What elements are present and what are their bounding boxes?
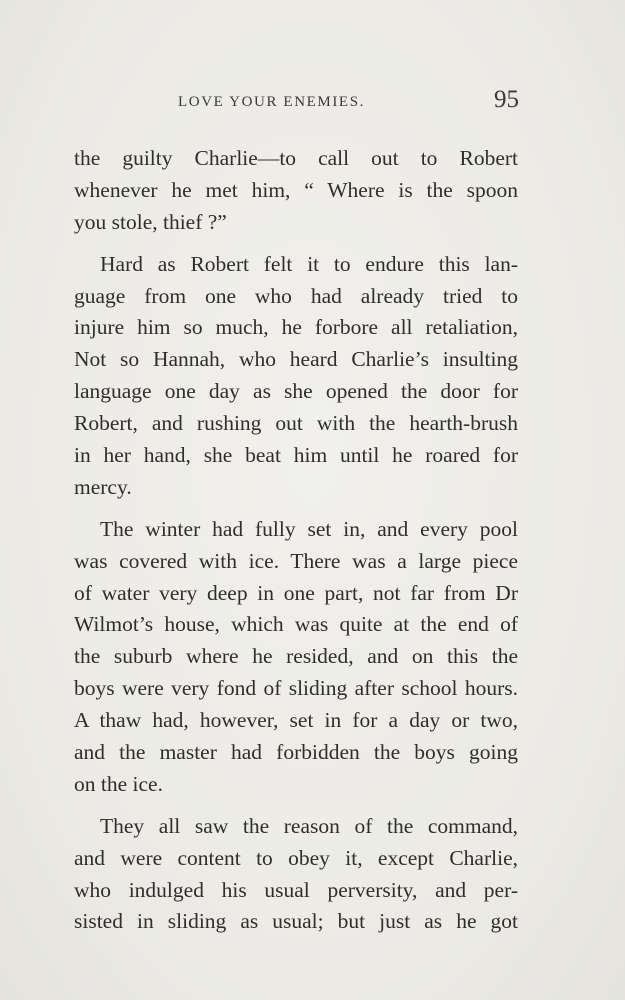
paragraph-gap xyxy=(74,801,518,811)
text-line: guage from one who had already tried to xyxy=(74,283,518,308)
text-line: language one day as she opened the door for xyxy=(74,379,518,404)
paragraph-gap xyxy=(74,239,518,249)
text-line: on the ice. xyxy=(74,771,163,796)
text-line: you stole, thief ?” xyxy=(74,209,227,234)
running-title: LOVE YOUR ENEMIES. xyxy=(178,94,365,110)
text-line: was covered with ice. There was a large piece xyxy=(74,548,518,573)
text-line: boys were very fond of sliding after school hours. xyxy=(74,676,518,701)
body-text xyxy=(74,143,518,938)
text-line: A thaw had, however, set in for a day or two, xyxy=(74,708,518,733)
text-line: Wilmot’s house, which was quite at the end of xyxy=(74,612,518,637)
paragraph xyxy=(74,249,518,504)
text-line: and were content to obey it, except Charlie, xyxy=(74,845,518,870)
text-line: The winter had fully set in, and every pool xyxy=(100,516,518,541)
text-line: sisted in sliding as usual; but just as he got xyxy=(74,909,518,934)
page-number: 95 xyxy=(494,86,519,113)
paragraph-gap xyxy=(74,504,518,514)
text-line: mercy. xyxy=(74,474,132,499)
text-line: the suburb where he resided, and on this the xyxy=(74,644,518,669)
text-line: injure him so much, he forbore all retaliation, xyxy=(74,315,518,340)
paragraph xyxy=(74,143,518,239)
paragraph xyxy=(74,514,518,801)
text-line: Robert, and rushing out with the hearth-brush xyxy=(74,411,518,436)
text-line: and the master had forbidden the boys going xyxy=(74,740,518,765)
text-line: of water very deep in one part, not far from Dr xyxy=(74,580,518,605)
text-line: Hard as Robert felt it to endure this lan- xyxy=(100,251,518,276)
text-line: They all saw the reason of the command, xyxy=(100,813,518,838)
text-line: the guilty Charlie—to call out to Robert xyxy=(74,146,518,170)
paragraph xyxy=(74,811,518,939)
text-line: Not so Hannah, who heard Charlie’s insulting xyxy=(74,347,518,372)
text-line: who indulged his usual perversity, and per- xyxy=(74,877,518,902)
text-line: in her hand, she beat him until he roared for xyxy=(74,443,518,468)
text-line: whenever he met him, “ Where is the spoon xyxy=(74,177,518,202)
